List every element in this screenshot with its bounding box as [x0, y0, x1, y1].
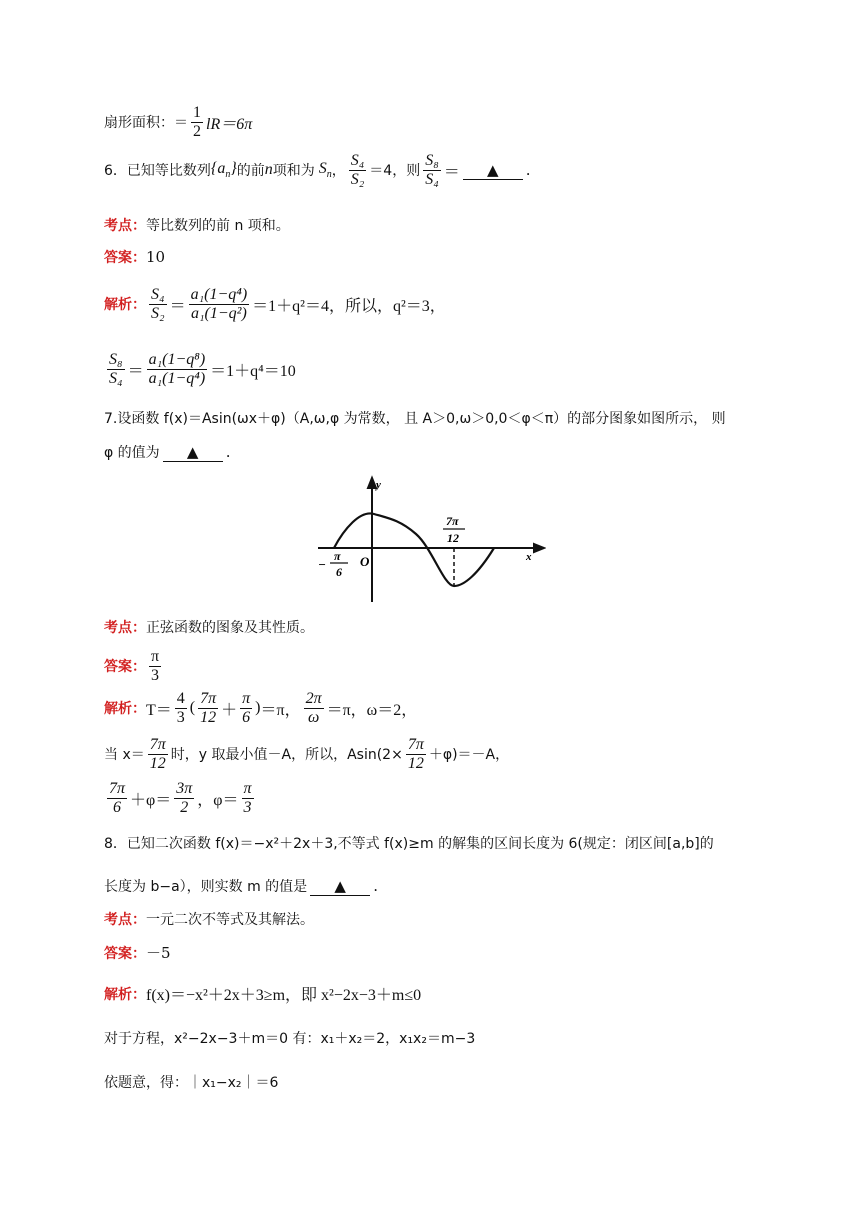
x-axis-arrow: [534, 544, 544, 552]
question-7: 7.设函数 f(x)＝Asin(ωx＋φ)（A,ω,φ 为常数， 且 A＞0,ω＞0,0＜φ＜π）的部分图象如图所示， 则: [104, 411, 726, 427]
analysis-8c: 依题意，得：｜x₁−x₂｜＝6: [104, 1075, 279, 1091]
answer-8: 答案： －5: [104, 944, 171, 962]
x-axis-label: x: [526, 551, 532, 563]
analysis-7b: 当 x＝ $\frac{7\pi}{12}$ 时，y 取最小值－A，所以，Asin(2× $\frac{7\pi}{12}$ ＋φ)＝－A，: [104, 736, 510, 772]
question-8b: 长度为 b−a），则实数 m 的值是 ▲ .: [104, 876, 378, 895]
point-8: 考点： 一元二次不等式及其解法。: [104, 912, 314, 928]
fraction-s8-s4: $\frac{\text{S₈}}{\text{S₄}}$: [425, 152, 439, 188]
answer-blank-7: ▲: [163, 443, 223, 462]
answer-6: 答案： 10: [104, 248, 166, 266]
analysis-7c: $\frac{7\pi}{6}$ ＋φ＝ $\frac{3\pi}{2}$ ，φ＝ $\frac{\pi}{3}$: [109, 780, 252, 816]
y-axis-label: y: [376, 479, 381, 491]
sequence-an: $\{a_n\}$: [210, 160, 237, 181]
analysis-8: 解析： f(x)＝−x²＋2x＋3≥m，即 x²−2x−3＋m≤0: [104, 986, 422, 1004]
sector-area-line: 扇形面积：＝ $\frac{1}{2}$ lR＝6π: [104, 104, 253, 140]
origin-label: O: [360, 554, 370, 569]
question-8: 8．已知二次函数 f(x)＝−x²＋2x＋3,不等式 f(x)≥m 的解集的区间长度为 6(规定：闭区间[a,b]的: [104, 836, 714, 852]
analysis-6: 解析： $\frac{\text{S₄}}{\text{S₂}}$ ＝ $\frac{\text{a₁(1−q⁴)}}{\text{a₁(1−q²)}}$ ＝1＋q²＝4，所以，q²＝3，: [104, 286, 446, 322]
answer-blank-8: ▲: [310, 877, 370, 896]
fraction-s4-s2: $\frac{\text{S₄}}{\text{S₂}}$: [350, 152, 365, 188]
answer-7: 答案： $\frac{\pi}{3}$: [104, 648, 160, 684]
sine-curve: [334, 513, 494, 586]
analysis-8b: 对于方程，x²−2x−3＋m＝0 有：x₁＋x₂＝2，x₁x₂＝m−3: [104, 1031, 476, 1047]
question-6: 6．已知等比数列 $\{a_n\}$ 的前 n 项和为 $S_n$ ， $\frac{\text{S₄}}{\text{S₂}}$ ＝4，则 $\frac{\text{S₈}}{\text{S₄}}$ ＝ ▲ .: [104, 152, 531, 188]
fraction-half: $\frac{1}{2}$: [193, 104, 201, 140]
y-axis-arrow: [368, 478, 376, 488]
analysis-7: 解析： T＝ $\frac{4}{3}$ ( $\frac{7\pi}{12}$ ＋ $\frac{\pi}{6}$ ) ＝π， $\frac{2\pi}{\omega}$ ＝π，ω＝2，: [104, 690, 418, 726]
point-7: 考点： 正弦函数的图象及其性质。: [104, 620, 314, 636]
sine-graph: [316, 474, 546, 606]
left-tick-num: π: [334, 549, 341, 563]
left-sign: −: [318, 557, 326, 572]
right-tick-num: 7π: [446, 514, 459, 528]
point-6: 考点： 等比数列的前 n 项和。: [104, 218, 290, 234]
left-tick-den: 6: [336, 565, 342, 579]
answer-blank-6: ▲: [463, 161, 523, 180]
analysis-6b: $\frac{\text{S₈}}{\text{S₄}}$ ＝ $\frac{\text{a₁(1−q⁸)}}{\text{a₁(1−q⁴)}}$ ＝1＋q⁴＝10: [109, 351, 296, 387]
question-7b: φ 的值为 ▲ .: [104, 442, 231, 461]
right-tick-den: 12: [447, 531, 459, 545]
